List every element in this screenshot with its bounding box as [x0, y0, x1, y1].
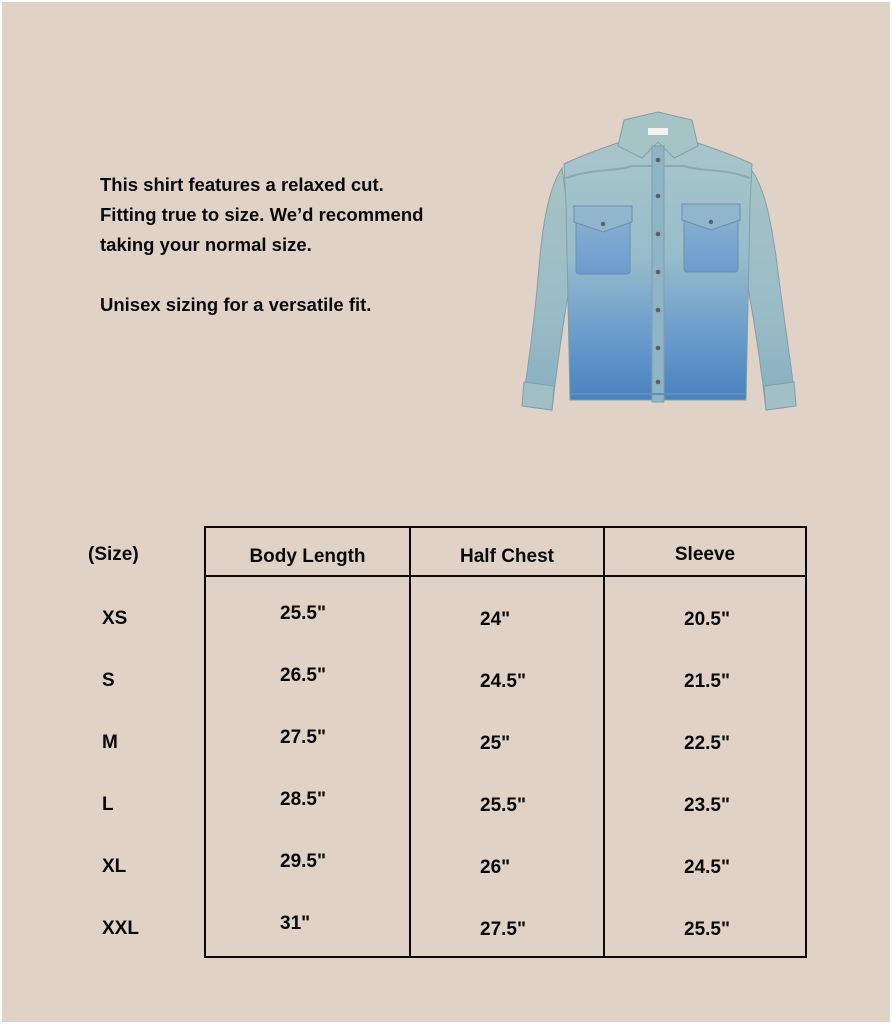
- body-length-value: 29.5": [280, 851, 326, 872]
- body-length-value: 25.5": [280, 603, 326, 624]
- size-label: XS: [102, 608, 128, 629]
- body-length-value: 26.5": [280, 665, 326, 686]
- half-chest-value: 24.5": [480, 671, 526, 692]
- size-label: S: [102, 670, 115, 691]
- size-chart: [2, 2, 890, 1022]
- column-divider: [603, 526, 605, 958]
- sleeve-value: 20.5": [684, 609, 730, 630]
- size-label: L: [102, 794, 114, 815]
- size-guide-page: [2, 2, 890, 1022]
- body-length-value: 31": [280, 913, 311, 934]
- column-divider: [409, 526, 411, 958]
- sleeve-value: 22.5": [684, 733, 730, 754]
- header-size: (Size): [88, 544, 139, 565]
- header-half-chest: Half Chest: [460, 546, 554, 567]
- half-chest-value: 24": [480, 609, 511, 630]
- fit-description-line-2: Fitting true to size. We’d recommend: [100, 204, 424, 225]
- sleeve-value: 23.5": [684, 795, 730, 816]
- fit-description-line-3: taking your normal size.: [100, 234, 312, 255]
- half-chest-value: 27.5": [480, 919, 526, 940]
- header-divider: [204, 575, 807, 577]
- unisex-note: Unisex sizing for a versatile fit.: [100, 294, 372, 315]
- header-body-length: Body Length: [249, 546, 366, 567]
- size-label: M: [102, 732, 118, 753]
- half-chest-value: 25.5": [480, 795, 526, 816]
- half-chest-value: 26": [480, 857, 511, 878]
- size-label: XL: [102, 856, 127, 877]
- fit-description-line-1: This shirt features a relaxed cut.: [100, 174, 384, 195]
- sleeve-value: 24.5": [684, 857, 730, 878]
- body-length-value: 28.5": [280, 789, 326, 810]
- header-sleeve: Sleeve: [674, 544, 736, 565]
- size-label: XXL: [102, 918, 139, 939]
- sleeve-value: 21.5": [684, 671, 730, 692]
- half-chest-value: 25": [480, 733, 511, 754]
- body-length-value: 27.5": [280, 727, 326, 748]
- sleeve-value: 25.5": [684, 919, 730, 940]
